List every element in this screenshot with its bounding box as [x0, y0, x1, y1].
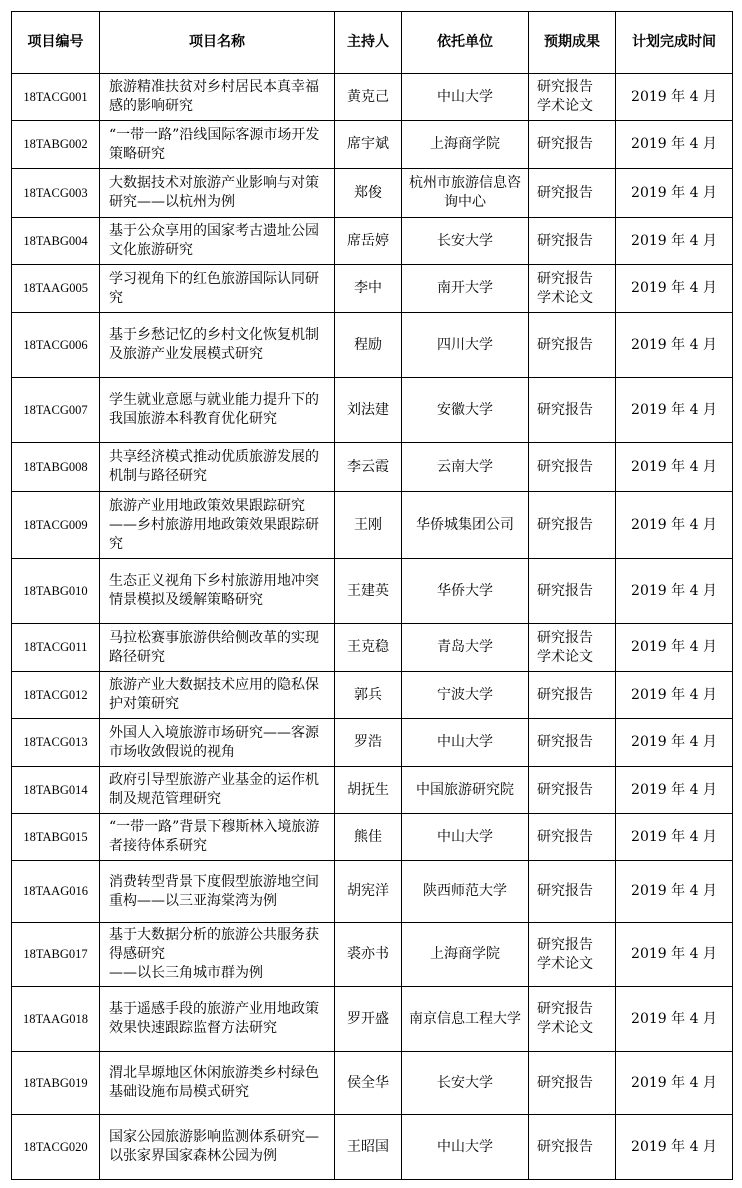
project-code: 18TACG003 — [12, 169, 100, 218]
project-code: 18TABG010 — [12, 559, 100, 624]
project-title: 基于乡愁记忆的乡村文化恢复机制及旅游产业发展模式研究 — [100, 313, 335, 378]
table-row — [12, 218, 733, 265]
project-host: 李云霞 — [335, 443, 402, 492]
project-host: 席宇斌 — [335, 121, 402, 169]
project-unit: 华侨大学 — [402, 559, 529, 624]
project-host: 胡宪洋 — [335, 861, 402, 923]
table-row — [12, 1115, 733, 1180]
result-item: 研究报告 — [537, 184, 593, 201]
table-row — [12, 443, 733, 492]
project-code: 18TABG015 — [12, 814, 100, 861]
project-code: 18TACG020 — [12, 1115, 100, 1180]
header-result: 预期成果 — [529, 12, 616, 74]
project-result — [529, 672, 616, 719]
project-date: 2019 年 4 月 — [616, 313, 733, 378]
header-unit: 依托单位 — [402, 12, 529, 74]
project-title: “一带一路”沿线国际客源市场开发策略研究 — [100, 121, 335, 169]
result-item: 研究报告 — [537, 516, 593, 533]
project-result — [529, 265, 616, 313]
title-line: ——以长三角城市群为例 — [109, 965, 263, 981]
project-code: 18TABG008 — [12, 443, 100, 492]
project-unit: 云南大学 — [402, 443, 529, 492]
project-result — [529, 719, 616, 767]
project-date: 2019 年 4 月 — [616, 74, 733, 121]
result-item: 研究报告 — [537, 232, 593, 249]
result-item: 研究报告 — [537, 136, 593, 152]
project-title: 旅游产业大数据技术应用的隐私保护对策研究 — [100, 672, 335, 719]
project-unit: 中山大学 — [402, 814, 529, 861]
project-title: 渭北旱塬地区休闲旅游类乡村绿色基础设施布局模式研究 — [100, 1052, 335, 1115]
project-host: 罗开盛 — [335, 987, 402, 1052]
result-item: 研究报告 — [537, 1138, 593, 1155]
project-host: 郭兵 — [335, 672, 402, 719]
project-code: 18TACG001 — [12, 74, 100, 121]
project-code: 18TABG002 — [12, 121, 100, 169]
project-result — [529, 1115, 616, 1180]
project-host: 罗浩 — [335, 719, 402, 767]
result-item: 研究报告 — [537, 1001, 593, 1017]
project-date: 2019 年 4 月 — [616, 265, 733, 313]
project-code: 18TAAG016 — [12, 861, 100, 923]
project-date: 2019 年 4 月 — [616, 719, 733, 767]
project-unit: 中国旅游研究院 — [402, 767, 529, 814]
project-title: 生态正义视角下乡村旅游用地冲突情景模拟及缓解策略研究 — [100, 559, 335, 624]
project-date: 2019 年 4 月 — [616, 1115, 733, 1180]
table-row — [12, 492, 733, 559]
project-table — [11, 11, 733, 1180]
project-title: 马拉松赛事旅游供给侧改革的实现路径研究 — [100, 624, 335, 672]
result-item: 学术论文 — [537, 289, 593, 306]
project-title — [100, 923, 335, 987]
result-item: 学术论文 — [537, 955, 593, 972]
result-item: 研究报告 — [537, 734, 593, 750]
table-row — [12, 74, 733, 121]
project-title: 基于遥感手段的旅游产业用地政策效果快速跟踪监督方法研究 — [100, 987, 335, 1052]
project-result — [529, 814, 616, 861]
table-row — [12, 987, 733, 1052]
result-item: 研究报告 — [537, 936, 593, 953]
project-code: 18TACG013 — [12, 719, 100, 767]
table-row — [12, 1052, 733, 1115]
project-code: 18TACG012 — [12, 672, 100, 719]
project-unit: 上海商学院 — [402, 121, 529, 169]
result-item: 研究报告 — [537, 270, 593, 287]
project-unit: 中山大学 — [402, 74, 529, 121]
result-item: 学术论文 — [537, 648, 593, 665]
project-unit: 中山大学 — [402, 719, 529, 767]
project-unit: 长安大学 — [402, 1052, 529, 1115]
result-item: 研究报告 — [537, 686, 593, 703]
project-result — [529, 861, 616, 923]
project-unit: 南京信息工程大学 — [402, 987, 529, 1052]
project-code: 18TACG006 — [12, 313, 100, 378]
project-unit: 中山大学 — [402, 1115, 529, 1180]
project-host: 熊佳 — [335, 814, 402, 861]
table-row — [12, 672, 733, 719]
project-date: 2019 年 4 月 — [616, 378, 733, 443]
table-row — [12, 719, 733, 767]
project-result — [529, 767, 616, 814]
project-title: 大数据技术对旅游产业影响与对策研究——以杭州为例 — [100, 169, 335, 218]
project-host: 胡抚生 — [335, 767, 402, 814]
project-unit: 青岛大学 — [402, 624, 529, 672]
project-code: 18TABG017 — [12, 923, 100, 987]
project-date: 2019 年 4 月 — [616, 923, 733, 987]
project-date: 2019 年 4 月 — [616, 121, 733, 169]
project-unit: 四川大学 — [402, 313, 529, 378]
project-title: “一带一路”背景下穆斯林入境旅游者接待体系研究 — [100, 814, 335, 861]
project-host: 程励 — [335, 313, 402, 378]
project-host: 李中 — [335, 265, 402, 313]
table-row — [12, 313, 733, 378]
project-host: 侯全华 — [335, 1052, 402, 1115]
table-row — [12, 767, 733, 814]
project-date: 2019 年 4 月 — [616, 218, 733, 265]
project-date: 2019 年 4 月 — [616, 814, 733, 861]
project-code: 18TABG019 — [12, 1052, 100, 1115]
project-code: 18TAAG018 — [12, 987, 100, 1052]
table-row — [12, 169, 733, 218]
header-code: 项目编号 — [12, 12, 100, 74]
table-row — [12, 861, 733, 923]
project-title: 消费转型背景下度假型旅游地空间重构——以三亚海棠湾为例 — [100, 861, 335, 923]
result-item: 研究报告 — [537, 79, 593, 95]
project-date: 2019 年 4 月 — [616, 559, 733, 624]
result-item: 研究报告 — [537, 582, 593, 599]
table-row — [12, 814, 733, 861]
project-date: 2019 年 4 月 — [616, 492, 733, 559]
project-code: 18TACG011 — [12, 624, 100, 672]
project-date: 2019 年 4 月 — [616, 861, 733, 923]
table-row — [12, 923, 733, 987]
table-row — [12, 121, 733, 169]
title-line: 基于大数据分析的旅游公共服务获得感研究 — [109, 927, 319, 962]
project-host: 裘亦书 — [335, 923, 402, 987]
project-result — [529, 987, 616, 1052]
project-date: 2019 年 4 月 — [616, 1052, 733, 1115]
table-row — [12, 265, 733, 313]
result-item: 研究报告 — [537, 883, 593, 899]
result-item: 研究报告 — [537, 458, 593, 475]
project-date: 2019 年 4 月 — [616, 169, 733, 218]
result-item: 研究报告 — [537, 1074, 593, 1091]
table-row — [12, 378, 733, 443]
project-host: 刘法建 — [335, 378, 402, 443]
table-row — [12, 624, 733, 672]
project-result — [529, 121, 616, 169]
project-result — [529, 378, 616, 443]
project-title: 学生就业意愿与就业能力提升下的我国旅游本科教育优化研究 — [100, 378, 335, 443]
project-date: 2019 年 4 月 — [616, 767, 733, 814]
project-result — [529, 923, 616, 987]
result-item: 研究报告 — [537, 629, 593, 646]
project-result — [529, 74, 616, 121]
project-date: 2019 年 4 月 — [616, 672, 733, 719]
table-row — [12, 559, 733, 624]
project-result — [529, 313, 616, 378]
project-host: 王刚 — [335, 492, 402, 559]
project-date: 2019 年 4 月 — [616, 443, 733, 492]
project-unit: 安徽大学 — [402, 378, 529, 443]
project-host: 王克稳 — [335, 624, 402, 672]
project-code: 18TABG014 — [12, 767, 100, 814]
project-title: 旅游产业用地政策效果跟踪研究——乡村旅游用地政策效果跟踪研究 — [100, 492, 335, 559]
project-host: 王建英 — [335, 559, 402, 624]
project-date: 2019 年 4 月 — [616, 624, 733, 672]
project-unit: 杭州市旅游信息咨询中心 — [402, 169, 529, 218]
project-title: 基于公众享用的国家考古遗址公园文化旅游研究 — [100, 218, 335, 265]
project-title: 国家公园旅游影响监测体系研究—以张家界国家森林公园为例 — [100, 1115, 335, 1180]
header-title: 项目名称 — [100, 12, 335, 74]
project-date: 2019 年 4 月 — [616, 987, 733, 1052]
project-title: 外国人入境旅游市场研究——客源市场收敛假说的视角 — [100, 719, 335, 767]
result-item: 研究报告 — [537, 828, 593, 845]
project-result — [529, 218, 616, 265]
project-unit: 上海商学院 — [402, 923, 529, 987]
project-unit: 长安大学 — [402, 218, 529, 265]
project-title: 政府引导型旅游产业基金的运作机制及规范管理研究 — [100, 767, 335, 814]
header-date: 计划完成时间 — [616, 12, 733, 74]
project-result — [529, 169, 616, 218]
header-row — [12, 12, 733, 74]
project-title: 共享经济模式推动优质旅游发展的机制与路径研究 — [100, 443, 335, 492]
project-unit: 宁波大学 — [402, 672, 529, 719]
header-host: 主持人 — [335, 12, 402, 74]
result-item: 研究报告 — [537, 401, 593, 418]
project-host: 席岳婷 — [335, 218, 402, 265]
project-result — [529, 492, 616, 559]
result-item: 研究报告 — [537, 336, 593, 353]
project-code: 18TACG007 — [12, 378, 100, 443]
project-unit: 陕西师范大学 — [402, 861, 529, 923]
project-result — [529, 624, 616, 672]
project-title: 学习视角下的红色旅游国际认同研究 — [100, 265, 335, 313]
result-item: 学术论文 — [537, 1020, 593, 1036]
project-host: 郑俊 — [335, 169, 402, 218]
project-result — [529, 559, 616, 624]
project-host: 王昭国 — [335, 1115, 402, 1180]
project-result — [529, 443, 616, 492]
project-result — [529, 1052, 616, 1115]
project-host: 黄克己 — [335, 74, 402, 121]
project-code: 18TACG009 — [12, 492, 100, 559]
project-code: 18TAAG005 — [12, 265, 100, 313]
result-item: 学术论文 — [537, 98, 593, 114]
project-code: 18TABG004 — [12, 218, 100, 265]
project-title: 旅游精准扶贫对乡村居民本真幸福感的影响研究 — [100, 74, 335, 121]
project-unit: 华侨城集团公司 — [402, 492, 529, 559]
project-unit: 南开大学 — [402, 265, 529, 313]
result-item: 研究报告 — [537, 781, 593, 798]
